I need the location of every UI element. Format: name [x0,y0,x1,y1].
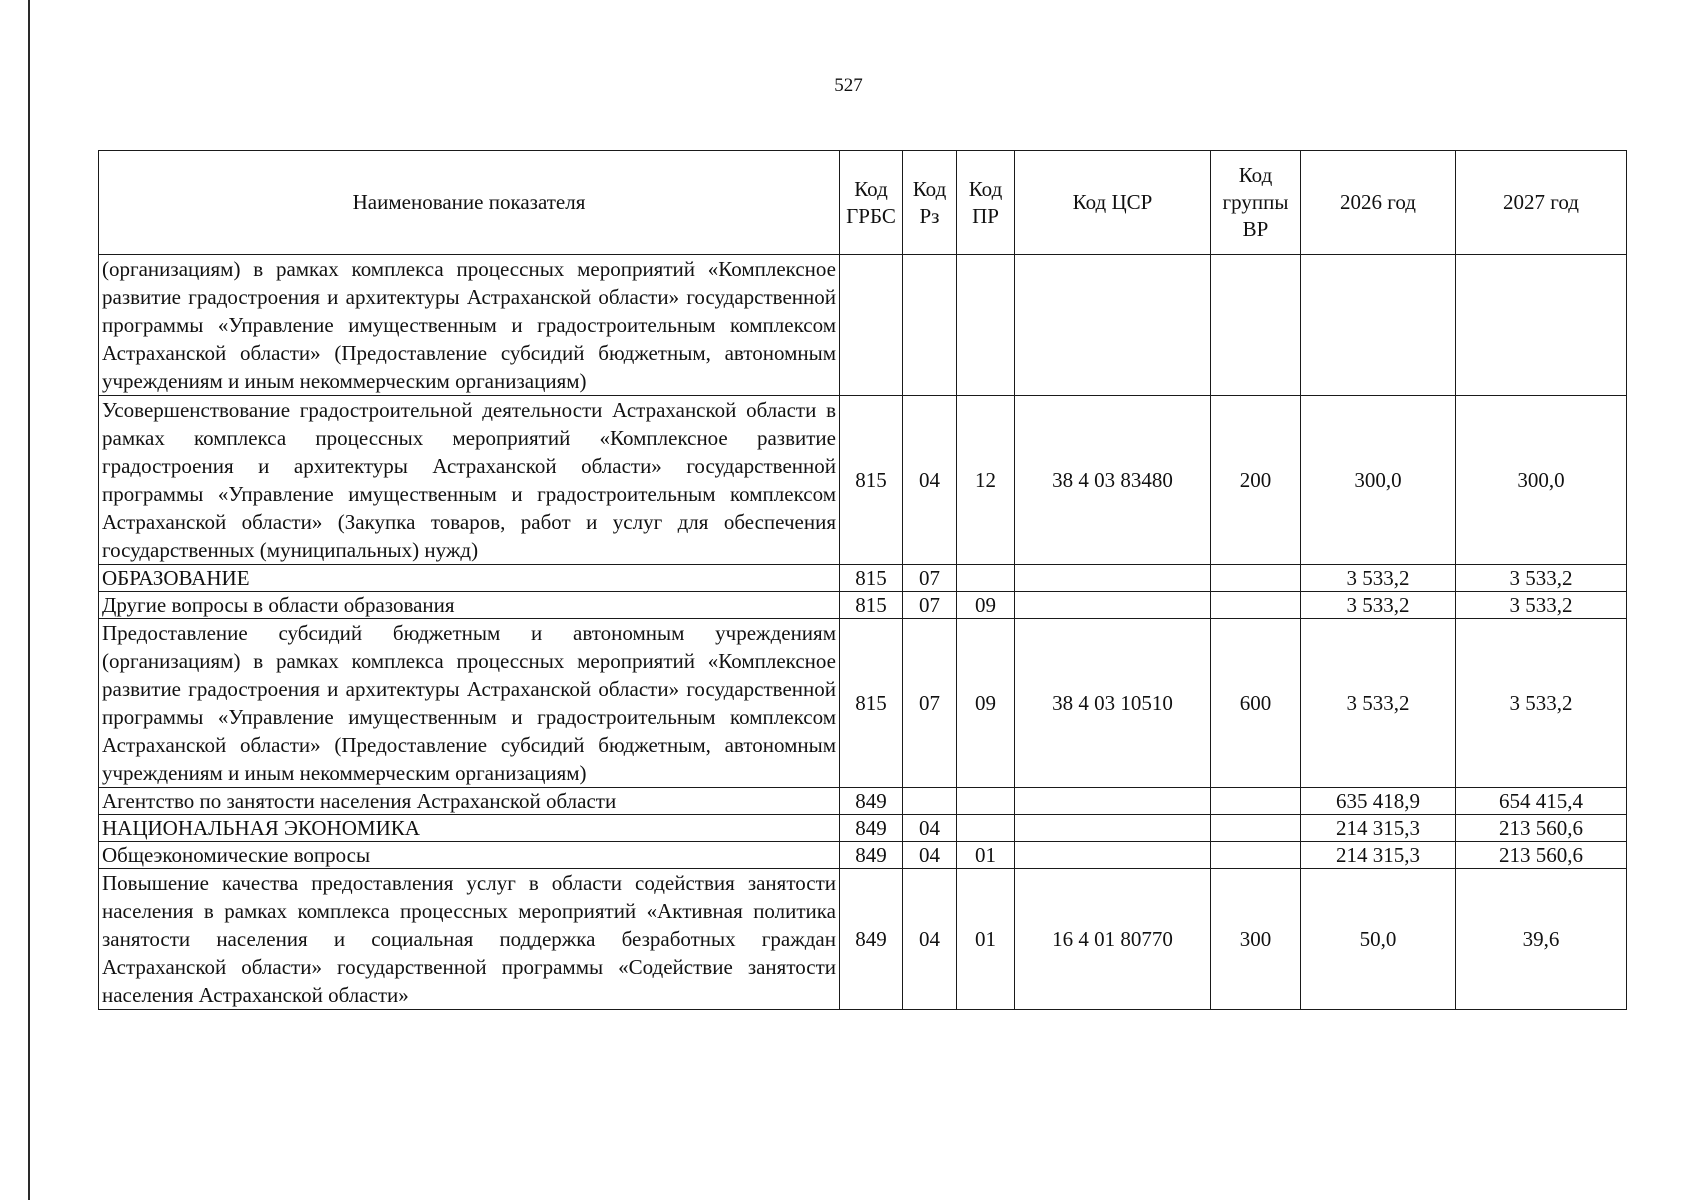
row-name: Усовершенствование градостроительной деятельности Астраханской области в рамках комплекса процессных мероприятий «Комплексное развитие градостроения и архитектуры Астраханской области» государственной программы «Управление имущественным и градостроительным комплексом Астраханской области» (Закупка товаров, работ и услуг для обеспечения государственных (муниципальных) нужд) [99,396,840,565]
table-row [99,396,1627,565]
row-grbs: 849 [840,815,903,842]
row-2027: 3 533,2 [1456,565,1627,592]
row-pr: 01 [957,869,1015,1010]
row-grbs: 815 [840,565,903,592]
header-name: Наименование показателя [99,151,840,255]
header-vr: Код группы ВР [1211,151,1301,255]
table-row [99,255,1627,396]
header-pr: Код ПР [957,151,1015,255]
row-2027: 654 415,4 [1456,788,1627,815]
row-name: Другие вопросы в области образования [99,592,840,619]
table-row [99,788,1627,815]
row-vr [1211,842,1301,869]
table-row [99,619,1627,788]
row-2027: 300,0 [1456,396,1627,565]
row-grbs: 815 [840,592,903,619]
row-grbs: 815 [840,619,903,788]
row-name: Агентство по занятости населения Астраханской области [99,788,840,815]
row-name: (организациям) в рамках комплекса процессных мероприятий «Комплексное развитие градостроения и архитектуры Астраханской области» государственной программы «Управление имущественным и градостроительным комплексом Астраханской области» (Предоставление субсидий бюджетным, автономным учреждениям и иным некоммерческим организациям) [99,255,840,396]
row-vr: 600 [1211,619,1301,788]
row-grbs [840,255,903,396]
row-vr [1211,255,1301,396]
row-rz [903,788,957,815]
header-rz: Код Рз [903,151,957,255]
table-header-row [99,151,1627,255]
row-2027: 3 533,2 [1456,619,1627,788]
row-2026: 300,0 [1301,396,1456,565]
table-row [99,815,1627,842]
row-grbs: 815 [840,396,903,565]
scan-edge-line [28,0,30,1200]
row-2026 [1301,255,1456,396]
row-name: Предоставление субсидий бюджетным и автономным учреждениям (организациям) в рамках комплекса процессных мероприятий «Комплексное развитие градостроения и архитектуры Астраханской области» государственной программы «Управление имущественным и градостроительным комплексом Астраханской области» (Предоставление субсидий бюджетным, автономным учреждениям и иным некоммерческим организациям) [99,619,840,788]
row-pr [957,565,1015,592]
header-2027: 2027 год [1456,151,1627,255]
row-2026: 635 418,9 [1301,788,1456,815]
row-2027: 213 560,6 [1456,815,1627,842]
table-row [99,869,1627,1010]
page-number: 527 [834,75,863,96]
row-rz [903,255,957,396]
row-rz: 07 [903,565,957,592]
row-csr [1015,788,1211,815]
row-rz: 04 [903,842,957,869]
row-vr [1211,592,1301,619]
row-pr [957,815,1015,842]
row-2027: 3 533,2 [1456,592,1627,619]
row-csr: 38 4 03 83480 [1015,396,1211,565]
row-2026: 214 315,3 [1301,842,1456,869]
row-csr: 16 4 01 80770 [1015,869,1211,1010]
row-2026: 214 315,3 [1301,815,1456,842]
table-row [99,565,1627,592]
row-grbs: 849 [840,788,903,815]
row-pr [957,788,1015,815]
row-pr: 01 [957,842,1015,869]
table-row [99,592,1627,619]
row-2026: 3 533,2 [1301,565,1456,592]
budget-table [98,150,1627,1010]
row-pr [957,255,1015,396]
row-csr: 38 4 03 10510 [1015,619,1211,788]
row-rz: 04 [903,815,957,842]
row-rz: 04 [903,869,957,1010]
row-name: НАЦИОНАЛЬНАЯ ЭКОНОМИКА [99,815,840,842]
row-vr: 200 [1211,396,1301,565]
row-2027 [1456,255,1627,396]
row-pr: 09 [957,619,1015,788]
row-name: Общеэкономические вопросы [99,842,840,869]
row-name: Повышение качества предоставления услуг в области содействия занятости населения в рамках комплекса процессных мероприятий «Активная политика занятости населения и социальная поддержка безработных граждан Астраханской области» государственной программы «Содействие занятости населения Астраханской области» [99,869,840,1010]
row-grbs: 849 [840,842,903,869]
row-vr [1211,565,1301,592]
row-rz: 04 [903,396,957,565]
row-csr [1015,815,1211,842]
row-2026: 3 533,2 [1301,592,1456,619]
row-csr [1015,255,1211,396]
row-grbs: 849 [840,869,903,1010]
row-pr: 12 [957,396,1015,565]
row-2027: 213 560,6 [1456,842,1627,869]
row-2026: 3 533,2 [1301,619,1456,788]
row-csr [1015,842,1211,869]
row-name: ОБРАЗОВАНИЕ [99,565,840,592]
row-csr [1015,565,1211,592]
row-vr [1211,815,1301,842]
row-csr [1015,592,1211,619]
row-rz: 07 [903,592,957,619]
row-rz: 07 [903,619,957,788]
table-row [99,842,1627,869]
row-pr: 09 [957,592,1015,619]
row-2027: 39,6 [1456,869,1627,1010]
row-vr [1211,788,1301,815]
header-grbs: Код ГРБС [840,151,903,255]
row-2026: 50,0 [1301,869,1456,1010]
row-vr: 300 [1211,869,1301,1010]
header-2026: 2026 год [1301,151,1456,255]
header-csr: Код ЦСР [1015,151,1211,255]
